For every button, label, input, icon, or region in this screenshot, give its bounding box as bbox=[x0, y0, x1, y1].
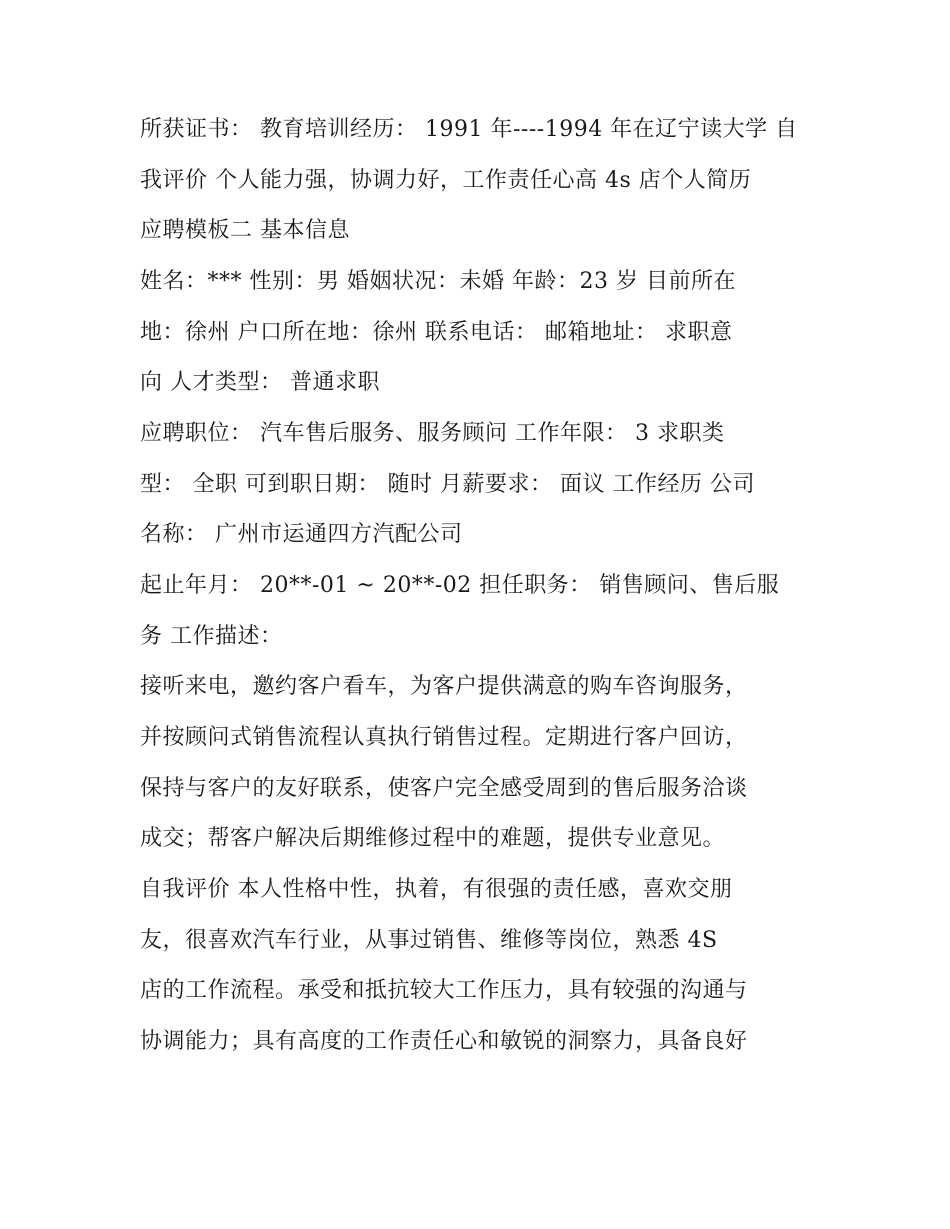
text-line: 名称： 广州市运通四方汽配公司 bbox=[140, 522, 463, 547]
text-line: 接听来电，邀约客户看车，为客户提供满意的购车咨询服务， bbox=[140, 674, 748, 699]
text-line: 应聘模板二 基本信息 bbox=[140, 218, 350, 243]
text-line: 起止年月： 20**-01 ~ 20**-02 担任职务： 销售顾问、售后服 bbox=[140, 573, 780, 598]
text-line: 协调能力；具有高度的工作责任心和敏锐的洞察力，具备良好 bbox=[140, 1029, 748, 1054]
text-line: 店的工作流程。承受和抵抗较大工作压力，具有较强的沟通与 bbox=[140, 978, 748, 1003]
text-line: 并按顾问式销售流程认真执行销售过程。定期进行客户回访， bbox=[140, 725, 748, 750]
text-line: 姓名：*** 性别：男 婚姻状况：未婚 年龄：23 岁 目前所在 bbox=[140, 269, 736, 294]
text-line: 保持与客户的友好联系，使客户完全感受周到的售后服务洽谈 bbox=[140, 776, 748, 801]
text-line: 向 人才类型： 普通求职 bbox=[140, 370, 380, 395]
text-line: 友，很喜欢汽车行业，从事过销售、维修等岗位，熟悉 4S bbox=[140, 928, 718, 953]
text-line: 应聘职位： 汽车售后服务、服务顾问 工作年限： 3 求职类 bbox=[140, 421, 725, 446]
text-line: 务 工作描述： bbox=[140, 624, 283, 649]
text-line: 自我评价 本人性格中性，执着，有很强的责任感，喜欢交朋 bbox=[140, 877, 733, 902]
text-line: 型： 全职 可到职日期： 随时 月薪要求： 面议 工作经历 公司 bbox=[140, 472, 755, 497]
text-line: 成交；帮客户解决后期维修过程中的难题，提供专业意见。 bbox=[140, 826, 726, 851]
text-line: 地：徐州 户口所在地：徐州 联系电话： 邮箱地址： 求职意 bbox=[140, 320, 733, 345]
text-line: 我评价 个人能力强，协调力好，工作责任心高 4s 店个人简历 bbox=[140, 168, 752, 193]
text-line: 所获证书： 教育培训经历： 1991 年----1994 年在辽宁读大学 自 bbox=[140, 117, 798, 142]
